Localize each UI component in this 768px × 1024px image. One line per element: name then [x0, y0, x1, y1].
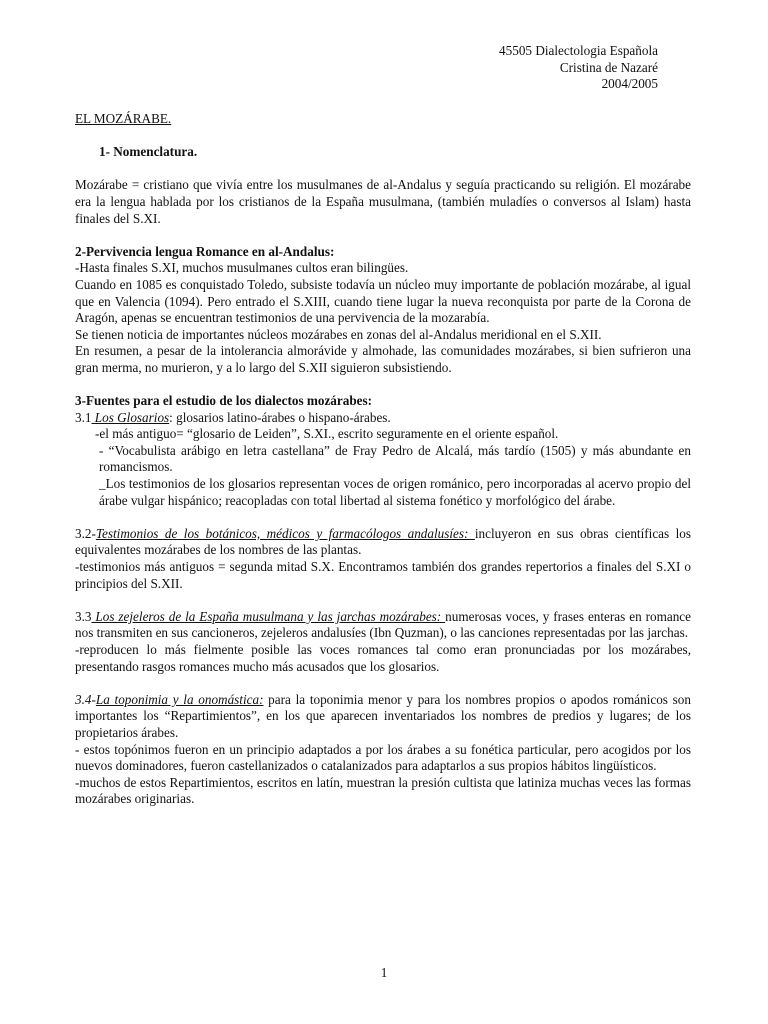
- paragraph-pervivencia-4: En resumen, a pesar de la intolerancia almorávide y almohade, las comunidades mozárabes, si bien sufrieron una gran merma, no murieron, y a lo largo del S.XII siguieron subsistiendo.: [75, 343, 691, 375]
- paragraph-3-3: -reproducen lo más fielmente posible las voces romances tal como eran pronunciadas por los mozárabes, presentando rasgos romances mucho más acusados que los glosarios.: [75, 642, 691, 674]
- paragraph-nomenclatura: Mozárabe = cristiano que vivía entre los musulmanes de al-Andalus y seguía practicando su religión. El mozárabe era la lengua hablada por los cristianos de la España musulmana, (también muladíes o conversos al Islam) hasta finales del S.XI.: [75, 177, 691, 226]
- heading-pervivencia: 2-Pervivencia lengua Romance en al-Andalus:: [75, 243, 335, 259]
- subsection-3-3: [75, 609, 691, 642]
- academic-year: 2004/2005: [601, 76, 658, 91]
- subsection-title: Los Glosarios: [91, 409, 170, 425]
- bullet-3-1-b: - “Vocabulista arábigo en letra castellana” de Fray Pedro de Alcalá, más tardío (1505) y más abundante en romancismos.: [99, 442, 691, 475]
- document-body: [75, 111, 691, 808]
- subsection-title: Los zejeleros de la España musulmana y las jarchas mozárabes:: [91, 608, 446, 624]
- subsection-number: 3.3: [75, 608, 92, 624]
- bullet-3-1-a: -el más antiguo= “glosario de Leiden”, S.XI., escrito seguramente en el oriente español.: [95, 426, 559, 442]
- author-name: Cristina de Nazaré: [559, 59, 658, 75]
- subsection-text: numerosas voces, y frases enteras en romance nos transmiten en sus cancioneros, zejeleros andalusíes (Ibn Quzman), o las canciones representadas por las jarchas.: [75, 608, 691, 641]
- heading-fuentes: 3-Fuentes para el estudio de los dialectos mozárabes:: [75, 393, 373, 409]
- subsection-text: : glosarios latino-árabes o hispano-árabes.: [169, 409, 391, 425]
- paragraph-pervivencia-1: -Hasta finales S.XI, muchos musulmanes cultos eran bilingües.: [75, 260, 409, 276]
- heading-nomenclatura: 1- Nomenclatura.: [99, 144, 198, 160]
- subsection-number: 3.2-: [75, 525, 96, 541]
- subsection-title: Testimonios de los botánicos, médicos y farmacólogos andalusíes:: [95, 525, 475, 541]
- paragraph-pervivencia-3: Se tienen noticia de importantes núcleos mozárabes en zonas del al-Andalus meridional en el S.XII.: [75, 326, 602, 342]
- subsection-number: 3.4-: [75, 691, 96, 707]
- paragraph-3-2: -testimonios más antiguos = segunda mitad S.X. Encontramos también dos grandes repertorios a finales del S.XI o principios del S.XII.: [75, 559, 691, 591]
- subsection-3-1: [75, 410, 691, 427]
- subsection-text: para la toponimia menor y para los nombres propios o apodos románicos son importantes los “Repartimientos”, en los que aparecen inventariados los nombres de predios y lugares; de los propietarios árabes.: [75, 691, 691, 740]
- paragraph-pervivencia-2: Cuando en 1085 es conquistado Toledo, subsiste todavía un núcleo muy importante de población mozárabe, al igual que en Valencia (1094). Pero entrado el S.XIII, cuando tiene lugar la nueva reconquista por parte de la Corona de Aragón, apenas se encuentran testimonios de una pervivencia de la mozarabía.: [75, 276, 691, 326]
- page-header: [499, 43, 658, 93]
- subsection-3-2: [75, 526, 691, 559]
- subsection-title: La toponimia y la onomástica:: [95, 691, 264, 707]
- subsection-text: incluyeron en sus obras científicas los equivalentes mozárabes de los nombres de las plantas.: [75, 525, 692, 558]
- subsection-number: 3.1: [75, 409, 92, 425]
- course-label: 45505 Dialectologia Española: [499, 43, 658, 58]
- paragraph-3-4-a: - estos topónimos fueron en un principio adaptados a por los árabes a su fonética particular, pero acogidos por los nuevos dominadores, fueron castellanizados o catalanizados para adaptarlos a sus propios hábitos lingüísticos.: [75, 741, 691, 774]
- subsection-3-4: [75, 692, 691, 742]
- document-title: EL MOZÁRABE.: [75, 111, 172, 126]
- bullet-3-1-c: _Los testimonios de los glosarios representan voces de origen románico, pero incorporadas al acervo propio del árabe vulgar hispánico; reacopladas con total libertad al sistema fonético y morfológico del árabe.: [99, 476, 691, 508]
- paragraph-3-4-b: -muchos de estos Repartimientos, escritos en latín, muestran la presión cultista que latiniza muchas veces las formas mozárabes originarias.: [75, 774, 691, 807]
- page-number: 1: [380, 965, 388, 980]
